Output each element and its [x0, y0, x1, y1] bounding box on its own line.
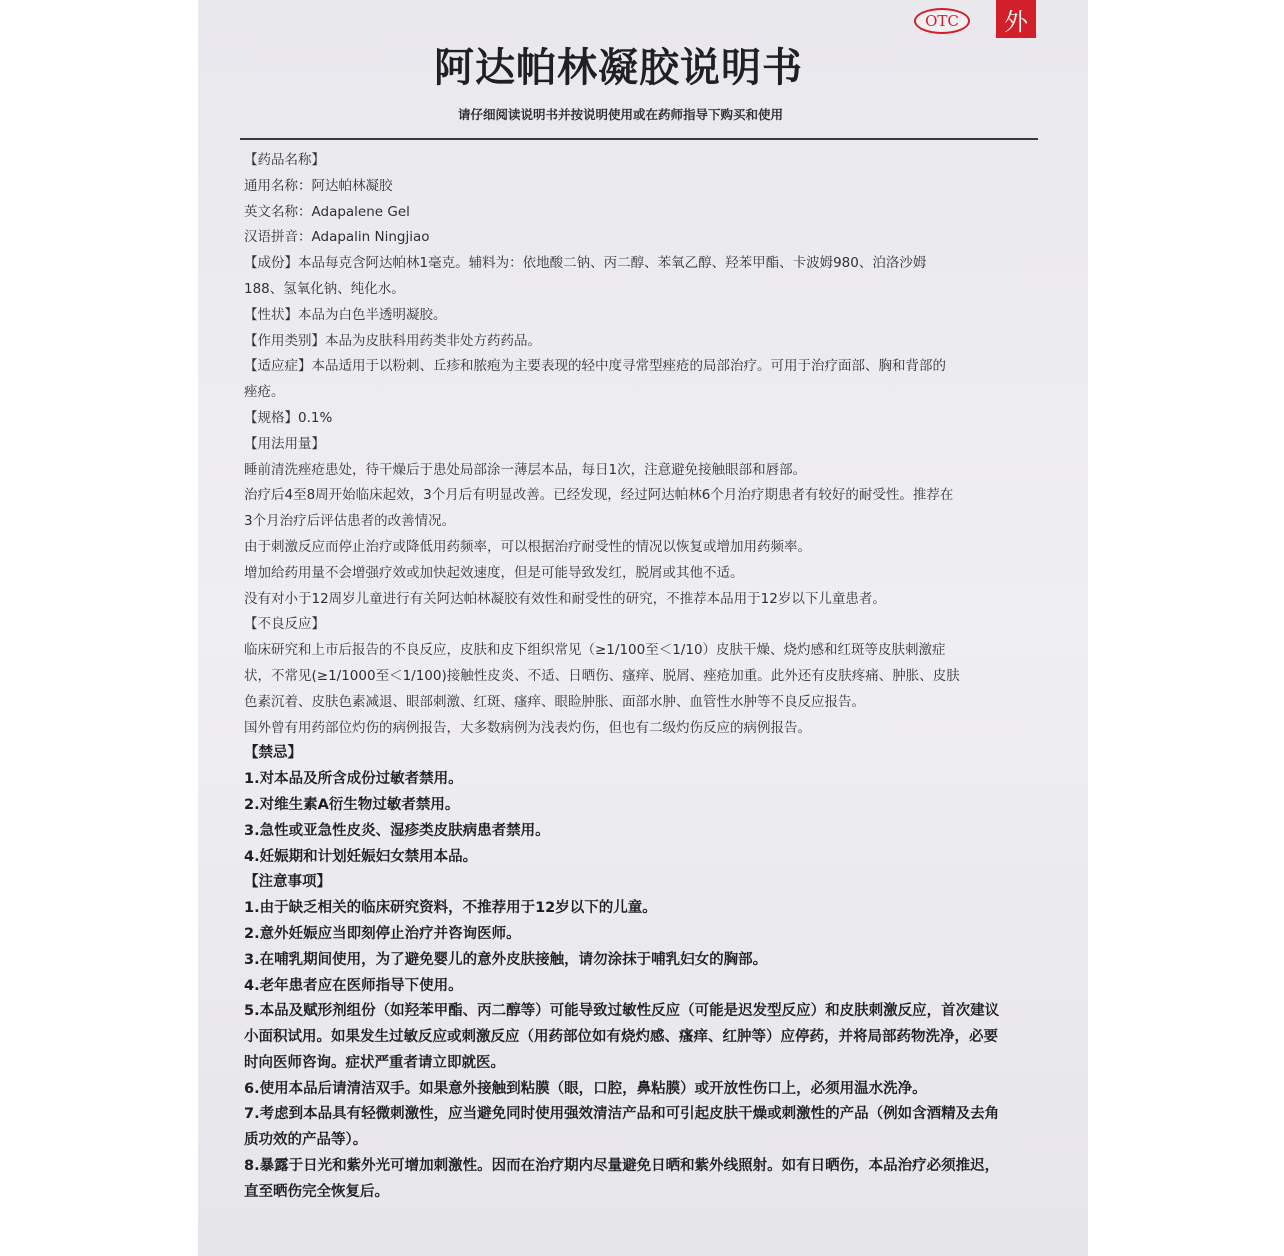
- contraindication-4: 4.妊娠期和计划妊娠妇女禁用本品。: [244, 848, 478, 865]
- generic-name: 通用名称：阿达帕林凝胶: [244, 177, 393, 194]
- page-subtitle: 请仔细阅读说明书并按说明使用或在药师指导下购买和使用: [458, 107, 784, 122]
- precaution-5-line-3: 时向医师咨询。症状严重者请立即就医。: [244, 1054, 505, 1071]
- indications-line-2: 痤疮。: [244, 384, 285, 401]
- precaution-1: 1.由于缺乏相关的临床研究资料，不推荐用于12岁以下的儿童。: [244, 900, 657, 917]
- precaution-4: 4.老年患者应在医师指导下使用。: [244, 977, 463, 994]
- precaution-8-line-2: 直至晒伤完全恢复后。: [244, 1183, 389, 1200]
- ingredients-line-2: 188、氢氧化钠、纯化水。: [244, 280, 405, 297]
- section-heading-precautions: 【注意事项】: [244, 874, 331, 891]
- dosage-line-3: 3个月治疗后评估患者的改善情况。: [244, 513, 456, 530]
- leaflet-body: [244, 148, 1054, 1206]
- otc-badge: OTC: [914, 8, 970, 34]
- precaution-8-line-1: 8.暴露于日光和紫外光可增加刺激性。因而在治疗期内尽量避免日晒和紫外线照射。如有日晒伤，本品治疗必须推迟，: [244, 1158, 1000, 1175]
- section-heading-adverse-reactions: 【不良反应】: [244, 616, 325, 633]
- precaution-7-line-2: 质功效的产品等）。: [244, 1132, 368, 1149]
- pinyin-name: 汉语拼音：Adapalin Ningjiao: [244, 229, 430, 246]
- precaution-2: 2.意外妊娠应当即刻停止治疗并咨询医师。: [244, 925, 521, 942]
- specification: 【规格】0.1%: [244, 409, 333, 426]
- page-title: 阿达帕林凝胶说明书: [434, 45, 803, 91]
- appearance: 【性状】本品为白色半透明凝胶。: [244, 306, 447, 323]
- adverse-line-1: 临床研究和上市后报告的不良反应，皮肤和皮下组织常见（≥1/100至＜1/10）皮肤干燥、烧灼感和红斑等皮肤刺激症: [244, 642, 946, 659]
- dosage-line-6: 没有对小于12周岁儿童进行有关阿达帕林凝胶有效性和耐受性的研究，不推荐本品用于12岁以下儿童患者。: [244, 590, 886, 607]
- adverse-line-4: 国外曾有用药部位灼伤的病例报告，大多数病例为浅表灼伤，但也有二级灼伤反应的病例报告。: [244, 719, 811, 736]
- ingredients-line-1: 【成份】本品每克含阿达帕林1毫克。辅料为：依地酸二钠、丙二醇、苯氧乙醇、羟苯甲酯、卡波姆980、泊洛沙姆: [244, 255, 927, 272]
- precaution-5-line-1: 5.本品及赋形剂组份（如羟苯甲酯、丙二醇等）可能导致过敏性反应（可能是迟发型反应）和皮肤刺激反应，首次建议: [244, 1003, 1000, 1020]
- contraindication-3: 3.急性或亚急性皮炎、湿疹类皮肤病患者禁用。: [244, 822, 550, 839]
- english-name: 英文名称：Adapalene Gel: [244, 203, 410, 220]
- external-use-badge: 外: [996, 0, 1036, 38]
- contraindication-2: 2.对维生素A衍生物过敏者禁用。: [244, 796, 460, 813]
- drug-category: 【作用类别】本品为皮肤科用药类非处方药药品。: [244, 332, 541, 349]
- dosage-line-1: 睡前清洗痤疮患处，待干燥后于患处局部涂一薄层本品，每日1次，注意避免接触眼部和唇部。: [244, 461, 807, 478]
- indications-line-1: 【适应症】本品适用于以粉刺、丘疹和脓疱为主要表现的轻中度寻常型痤疮的局部治疗。可用于治疗面部、胸和背部的: [244, 358, 946, 375]
- title-divider: [240, 138, 1038, 140]
- section-heading-drug-name: 【药品名称】: [244, 152, 325, 168]
- adverse-line-2: 状，不常见(≥1/1000至＜1/100)接触性皮炎、不适、日晒伤、瘙痒、脱屑、痤疮加重。此外还有皮肤疼痛、肿胀、皮肤: [244, 667, 960, 684]
- precaution-7-line-1: 7.考虑到本品具有轻微刺激性，应当避免同时使用强效清洁产品和可引起皮肤干燥或刺激性的产品（例如含酒精及去角: [244, 1106, 1000, 1123]
- section-heading-contraindications: 【禁忌】: [244, 745, 302, 762]
- precaution-3: 3.在哺乳期间使用，为了避免婴儿的意外皮肤接触，请勿涂抹于哺乳妇女的胸部。: [244, 951, 768, 968]
- contraindication-1: 1.对本品及所含成份过敏者禁用。: [244, 771, 463, 788]
- dosage-line-2: 治疗后4至8周开始临床起效，3个月后有明显改善。已经发现，经过阿达帕林6个月治疗期患者有较好的耐受性。推荐在: [244, 487, 954, 504]
- dosage-line-4: 由于刺激反应而停止治疗或降低用药频率，可以根据治疗耐受性的情况以恢复或增加用药频率。: [244, 538, 811, 555]
- precaution-6: 6.使用本品后请清洁双手。如果意外接触到粘膜（眼，口腔，鼻粘膜）或开放性伤口上，必须用温水洗净。: [244, 1080, 927, 1097]
- dosage-line-5: 增加给药用量不会增强疗效或加快起效速度，但是可能导致发红，脱屑或其他不适。: [244, 564, 744, 581]
- adverse-line-3: 色素沉着、皮肤色素减退、眼部刺激、红斑、瘙痒、眼睑肿胀、面部水肿、血管性水肿等不良反应报告。: [244, 693, 865, 710]
- precaution-5-line-2: 小面积试用。如果发生过敏反应或刺激反应（用药部位如有烧灼感、瘙痒、红肿等）应停药，并将局部药物洗净，必要: [244, 1029, 998, 1046]
- section-heading-dosage: 【用法用量】: [244, 435, 325, 452]
